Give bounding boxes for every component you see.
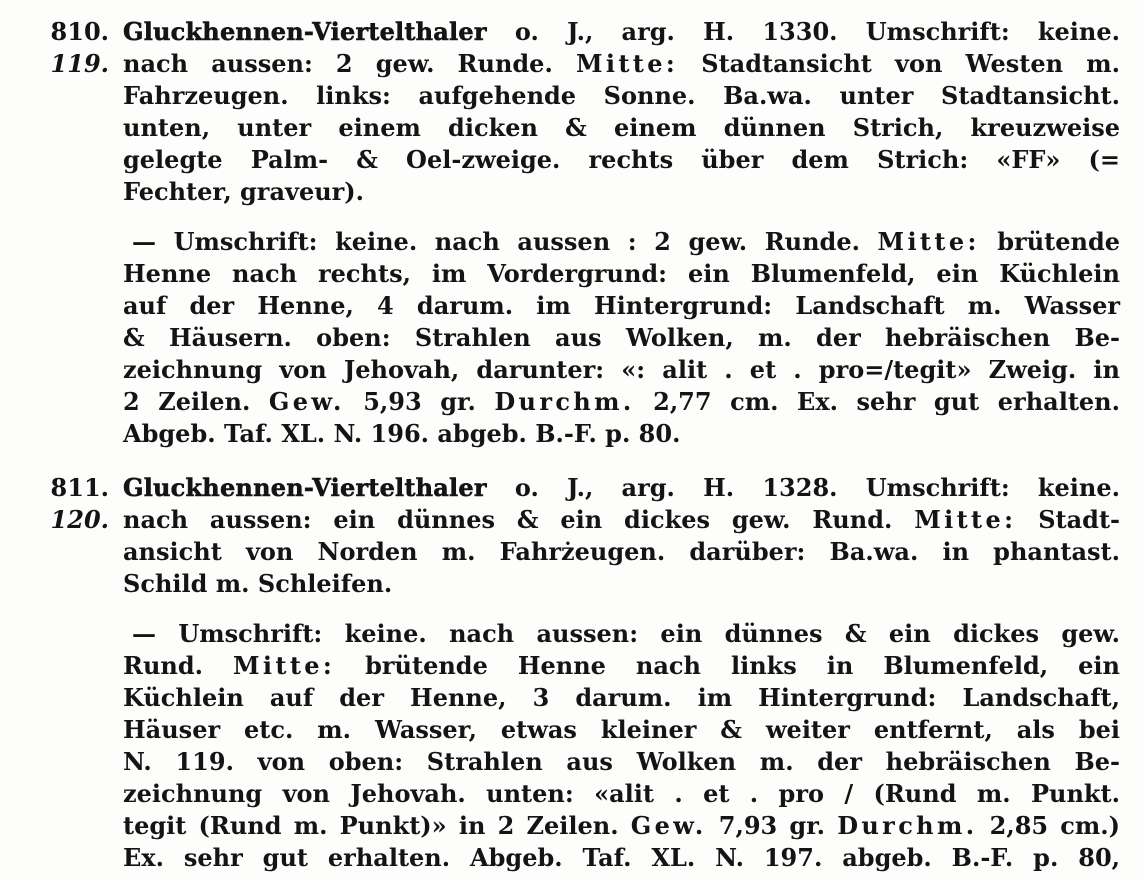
- coin-title: Gluckhennen-Viertelthaler: [123, 17, 487, 46]
- entry-number-secondary: 120.: [50, 505, 109, 534]
- text-line: Fahrzeugen. links: aufgehende Sonne. Ba.wa. unter Stadtansicht.: [123, 81, 1120, 110]
- weight-value: 5,93 gr.: [344, 387, 495, 416]
- text-segment: tegit (Rund m. Punkt)» in 2 Zeilen.: [123, 811, 631, 840]
- text-segment: Stadt-: [1016, 505, 1120, 534]
- entry-number-column: [0, 16, 123, 80]
- text-segment: 2 Zeilen.: [123, 387, 269, 416]
- text-line: gelegte Palm- & Oel-zweige. rechts über dem Strich: «FF» (=: [123, 145, 1120, 174]
- text-segment-spaced: Mitte:: [914, 505, 1017, 534]
- entry-text-column: [123, 16, 1120, 450]
- text-line: [123, 472, 1120, 504]
- text-line: Schild m. Schleifen.: [123, 569, 393, 598]
- text-line: & Häusern. oben: Strahlen aus Wolken, m. der hebräischen Be-: [123, 323, 1120, 352]
- entry-number-column: [0, 472, 123, 536]
- text-line: auf der Henne, 4 darum. im Hintergrund: Landschaft m. Wasser: [123, 291, 1120, 320]
- text-segment: Rund.: [123, 651, 233, 680]
- title-rest: o. J., arg. H. 1330. Umschrift: keine.: [486, 17, 1120, 46]
- diameter-value: 2,85 cm.): [977, 811, 1121, 840]
- coin-title: Gluckhennen-Viertelthaler: [123, 473, 487, 502]
- text-line: [123, 48, 1120, 80]
- text-segment: nach aussen: ein dünnes & ein dickes gew. Rund.: [123, 505, 915, 534]
- text-line: Häuser etc. m. Wasser, etwas kleiner & weiter entfernt, als bei: [123, 715, 1120, 744]
- catalog-entry-811: [0, 472, 1120, 874]
- text-line: zeichnung von Jehovah. unten: «alit . et . pro / (Rund m. Punkt.: [123, 779, 1120, 808]
- obverse-description: [123, 16, 1120, 208]
- weight-label: Gew.: [630, 811, 707, 840]
- obverse-description: [123, 472, 1120, 600]
- title-rest: o. J., arg. H. 1328. Umschrift: keine.: [486, 473, 1120, 502]
- text-line: Küchlein auf der Henne, 3 darum. im Hintergrund: Landschaft,: [123, 683, 1120, 712]
- text-line: — Umschrift: keine. nach aussen: ein dünnes & ein dickes gew.: [132, 619, 1120, 648]
- text-segment: brütende: [979, 227, 1120, 256]
- text-segment: Stadtansicht von Westen m.: [678, 49, 1120, 78]
- text-line: ansicht von Norden m. Fahrżeugen. darüber: Ba.wa. in phantast.: [123, 537, 1120, 566]
- weight-value: 7,93 gr.: [706, 811, 838, 840]
- text-segment: — Umschrift: keine. nach aussen : 2 gew. Runde.: [132, 227, 878, 256]
- text-segment: brütende Henne nach links in Blumenfeld, ein: [335, 651, 1120, 680]
- entry-text-column: [123, 472, 1120, 874]
- text-segment-spaced: Mitte:: [232, 651, 336, 680]
- reverse-description: [123, 226, 1120, 450]
- text-line: [123, 386, 1120, 418]
- text-line: Abgeb. Taf. XL. N. 196. abgeb. B.-F. p. 80.: [123, 419, 681, 448]
- text-line: [123, 504, 1120, 536]
- catalog-entry-810: [0, 16, 1120, 450]
- text-line: N. 119. von oben: Strahlen aus Wolken m. der hebräischen Be-: [123, 747, 1120, 776]
- reverse-description: [123, 618, 1120, 874]
- text-line: Henne nach rechts, im Vordergrund: ein Blumenfeld, ein Küchlein: [123, 259, 1120, 288]
- text-segment-spaced: Mitte:: [575, 49, 679, 78]
- entry-number-main: 811.: [50, 473, 109, 502]
- text-line: [123, 650, 1120, 682]
- text-line: Ex. sehr gut erhalten. Abgeb. Taf. XL. N. 197. abgeb. B.-F. p. 80,: [123, 843, 1120, 872]
- weight-label: Gew.: [268, 387, 345, 416]
- text-line: [123, 226, 1120, 258]
- text-line: [123, 16, 1120, 48]
- text-line: Fechter, graveur).: [123, 177, 365, 206]
- text-line: unten, unter einem dicken & einem dünnen Strich, kreuzweise: [123, 113, 1120, 142]
- diameter-label: Durchm.: [837, 811, 978, 840]
- diameter-value: 2,77 cm. Ex. sehr gut erhalten.: [634, 387, 1120, 416]
- diameter-label: Durchm.: [494, 387, 635, 416]
- text-line: zeichnung von Jehovah, darunter: «: alit . et . pro=/tegit» Zweig. in: [123, 355, 1120, 384]
- entry-number-secondary: 119.: [50, 49, 109, 78]
- text-segment: nach aussen: 2 gew. Runde.: [123, 49, 576, 78]
- text-segment-spaced: Mitte:: [877, 227, 980, 256]
- entry-number-main: 810.: [50, 17, 109, 46]
- text-line: [123, 810, 1120, 842]
